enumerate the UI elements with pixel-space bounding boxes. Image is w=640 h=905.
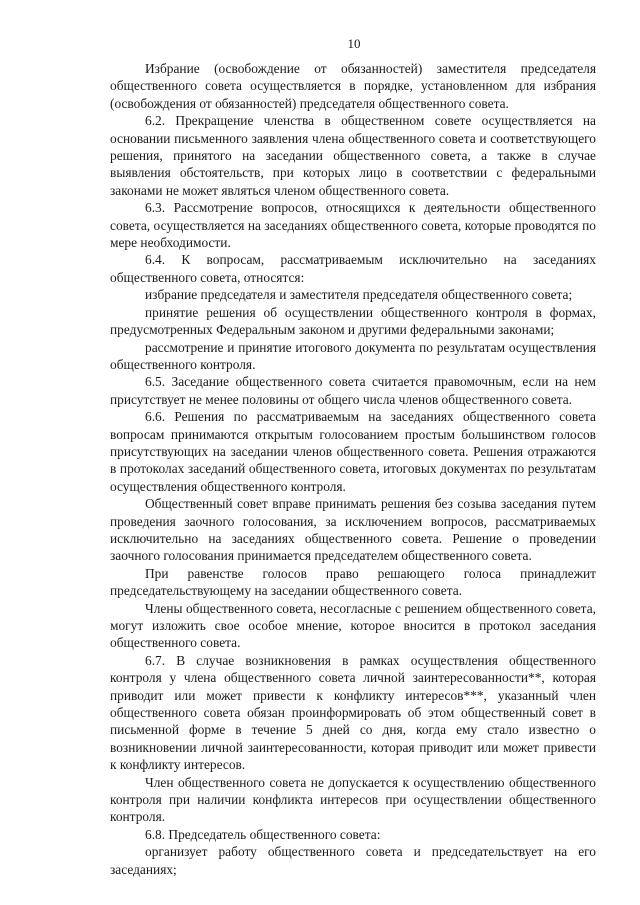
paragraph: 6.2. Прекращение членства в общественном совете осуществляется на основании письменного заявления члена общественного совета и соответствующего решения, принятого на заседании общественного совета, а также в случае выявления обстоятельств, при которых лицо в соответствии с федеральными законами не может являться членом общественного совета. bbox=[110, 113, 596, 198]
paragraph: Члены общественного совета, несогласные с решением общественного совета, могут изложить свое особое мнение, которое вносится в протокол заседания общественного совета. bbox=[110, 600, 596, 651]
paragraph: Избрание (освобождение от обязанностей) заместителя председателя общественного совета осуществляется в порядке, установленном для избрания (освобождения от обязанностей) председателя общественного совета. bbox=[110, 61, 596, 111]
paragraph: организует работу общественного совета и председательствует на его заседаниях; bbox=[110, 844, 596, 877]
paragraph: Член общественного совета не допускается к осуществлению общественного контроля при наличии конфликта интересов при осуществлении общественного контроля. bbox=[110, 774, 596, 825]
paragraph: Общественный совет вправе принимать решения без созыва заседания путем проведения заочного голосования, за исключением вопросов, рассматриваемых исключительно на заседаниях общественного совета. Решение о проведении заочного голосования принимается председателем общественного совета. bbox=[110, 496, 596, 564]
paragraph: 6.4. К вопросам, рассматриваемым исключительно на заседаниях общественного совета, относятся: bbox=[110, 252, 596, 285]
document-body bbox=[110, 60, 596, 878]
paragraph: При равенстве голосов право решающего голоса принадлежит председательствующему на заседании общественного совета. bbox=[110, 565, 596, 599]
paragraph: принятие решения об осуществлении общественного контроля в формах, предусмотренных Федеральным законом и другими федеральными законами; bbox=[110, 304, 596, 338]
page-number: 10 bbox=[347, 36, 361, 51]
paragraph: 6.7. В случае возникновения в рамках осуществления общественного контроля у члена общественного совета личной заинтересованности**, которая приводит или может привести к конфликту интересов***, указанный член общественного совета обязан проинформировать об этом общественный совет в письменной форме в течение 5 дней со дня, когда ему стало известно о возникновении личной заинтересованности, которая приводит или может привести к конфликту интересов. bbox=[110, 652, 596, 773]
paragraph: 6.6. Решения по рассматриваемым на заседаниях общественного совета вопросам принимаются открытым голосованием простым большинством голосов присутствующих на заседании членов общественного совета. Решения отражаются в протоколах заседаний общественного совета, итоговых документах по результатам осуществления общественного контроля. bbox=[110, 409, 596, 494]
paragraph: рассмотрение и принятие итогового документа по результатам осуществления общественного контроля. bbox=[110, 339, 596, 372]
paragraph: избрание председателя и заместителя председателя общественного совета; bbox=[145, 287, 573, 303]
paragraph: 6.3. Рассмотрение вопросов, относящихся к деятельности общественного совета, осуществляется на заседаниях общественного совета, которые проводятся по мере необходимости. bbox=[110, 200, 596, 251]
paragraph: 6.5. Заседание общественного совета считается правомочным, если на нем присутствует не менее половины от общего числа членов общественного совета. bbox=[110, 374, 596, 407]
paragraph: 6.8. Председатель общественного совета: bbox=[145, 826, 381, 842]
